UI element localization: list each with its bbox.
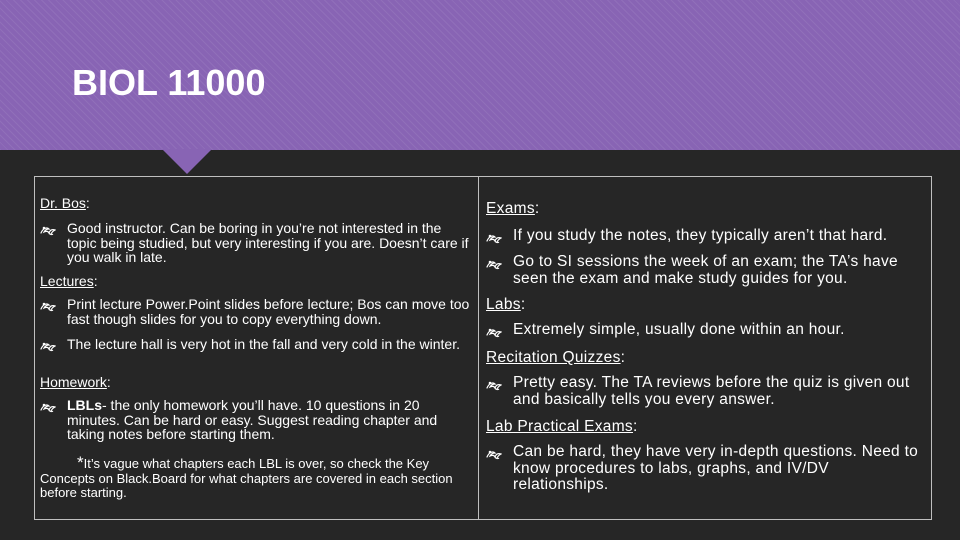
lab-practical-bullet: Can be hard, they have very in-depth questions. Need to know procedures to labs, graphs, and IV/DV relationships. xyxy=(513,443,919,493)
note-asterisk: * xyxy=(77,453,84,472)
fleuron-bullet-icon xyxy=(40,401,56,413)
fleuron-bullet-icon xyxy=(486,379,502,391)
right-content-panel xyxy=(478,176,932,520)
fleuron-bullet-icon xyxy=(486,326,502,338)
slide-title: BIOL 11000 xyxy=(72,62,266,103)
title-banner-pointer xyxy=(162,149,212,174)
fleuron-bullet-icon xyxy=(486,232,502,244)
fleuron-bullet-icon xyxy=(40,300,56,312)
homework-heading: Homework: xyxy=(40,374,111,390)
labs-bullet: Extremely simple, usually done within an hour. xyxy=(513,321,845,338)
lecture-bullet: Print lecture Power.Point slides before lecture; Bos can move too fast though slides for you to copy everything down. xyxy=(67,296,470,327)
exam-bullet: Go to SI sessions the week of an exam; the TA’s have seen the exam and make study guides for you. xyxy=(513,253,898,287)
instructor-bullet: Good instructor. Can be boring in you’re not interested in the topic being studied, but very interesting if you are. Doesn’t care if you walk in late. xyxy=(67,220,469,265)
instructor-heading: Dr. Bos: xyxy=(40,195,90,211)
fleuron-bullet-icon xyxy=(40,340,56,352)
labs-heading: Labs: xyxy=(486,296,526,313)
exams-heading: Exams: xyxy=(486,200,540,217)
recitation-bullet: Pretty easy. The TA reviews before the quiz is given out and basically tells you every answer. xyxy=(513,374,910,408)
homework-bullet-text: - the only homework you’ll have. 10 questions in 20 minutes. Can be hard or easy. Suggest reading chapter and taking notes before starting them. xyxy=(67,397,438,442)
lbl-term: LBLs xyxy=(67,397,102,413)
fleuron-bullet-icon xyxy=(486,448,502,460)
left-content-panel xyxy=(34,176,479,520)
lecture-bullet: The lecture hall is very hot in the fall and very cold in the winter. xyxy=(67,336,460,352)
homework-bullet xyxy=(67,398,471,442)
recitation-heading: Recitation Quizzes: xyxy=(486,349,626,366)
fleuron-bullet-icon xyxy=(486,258,502,270)
exam-bullet: If you study the notes, they typically aren’t that hard. xyxy=(513,227,888,244)
note-text: It’s vague what chapters each LBL is over, so check the Key Concepts on Black.Board for what chapters are covered in each section before starting. xyxy=(40,456,453,500)
lbl-chapter-note xyxy=(40,453,470,501)
lectures-heading: Lectures: xyxy=(40,273,98,289)
fleuron-bullet-icon xyxy=(40,224,56,236)
lab-practical-heading: Lab Practical Exams: xyxy=(486,418,638,435)
